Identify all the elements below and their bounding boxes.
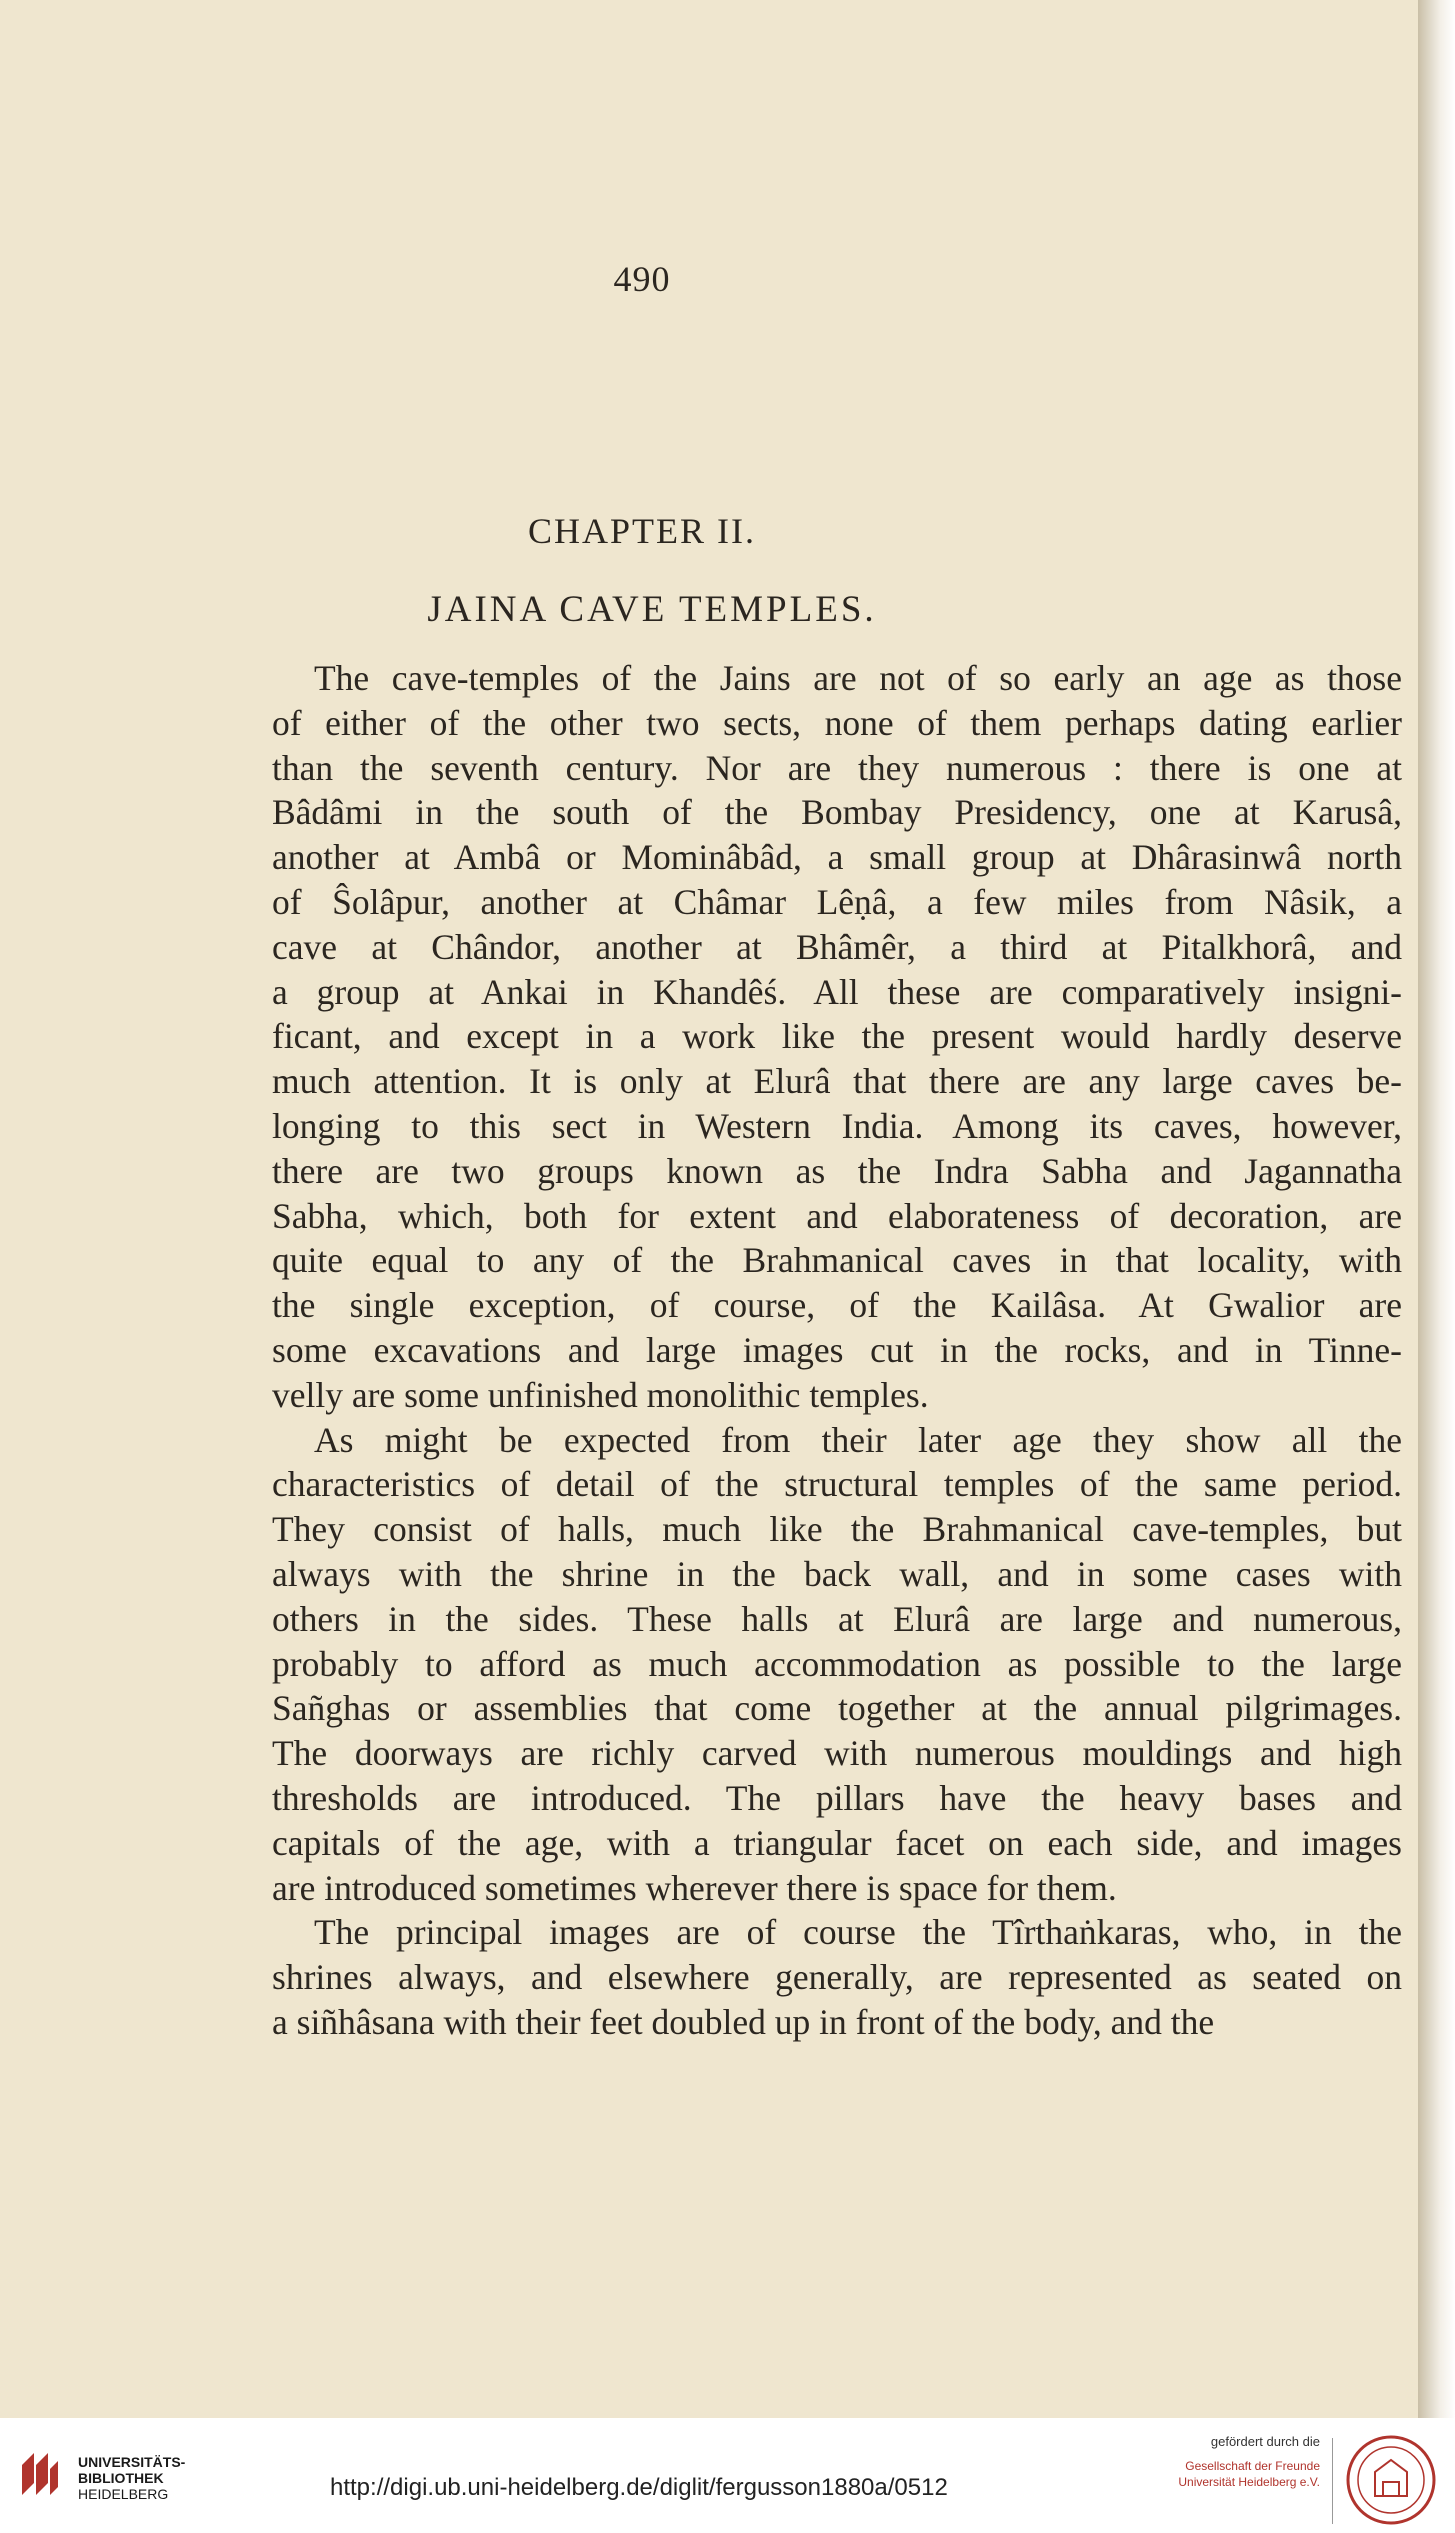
text-line: longing to this sect in Western India. Among its caves, however, <box>272 1105 1402 1146</box>
text-line: always with the shrine in the back wall, and in some cases with <box>272 1553 1402 1594</box>
text-line: shrines always, and elsewhere generally, are represented as seated on <box>272 1957 1402 1998</box>
chapter-title: JAINA CAVE TEMPLES. <box>427 589 877 630</box>
text-line: quite equal to any of the Brahmanical caves in that locality, with <box>272 1240 1402 1281</box>
paragraph-1 <box>272 656 1402 1418</box>
text-line: cave at Chândor, another at Bhâmêr, a third at Pitalkhorâ, and <box>272 926 1402 967</box>
text-line: another at Ambâ or Mominâbâd, a small group at Dhârasinwâ north <box>272 837 1402 878</box>
university-seal-icon <box>1345 2434 1437 2526</box>
library-name-line-1: UNIVERSITÄTS- <box>78 2454 186 2470</box>
sponsor-credit <box>1100 2434 1320 2490</box>
text-line: others in the sides. These halls at Elurâ are large and numerous, <box>272 1598 1402 1639</box>
library-name <box>78 2454 185 2502</box>
text-line: The cave-temples of the Jains are not of so early an age as those <box>314 658 1402 698</box>
library-name-line-2: BIBLIOTHEK <box>78 2470 164 2486</box>
text-line: of Ŝolâpur, another at Châmar Lêṇâ, a few miles from Nâsik, a <box>272 881 1402 922</box>
text-line: some excavations and large images cut in the rocks, and in Tinne- <box>272 1329 1402 1370</box>
body-text <box>272 656 1402 2045</box>
text-line: Sabha, which, both for extent and elaborateness of decoration, are <box>272 1195 1402 1236</box>
permalink-url[interactable]: http://digi.ub.uni-heidelberg.de/diglit/fergusson1880a/0512 <box>330 2474 948 2501</box>
chapter-heading: CHAPTER II. <box>528 511 756 551</box>
sponsor-intro: gefördert durch die <box>1210 2434 1320 2449</box>
page-number: 490 <box>613 259 671 299</box>
text-line: the single exception, of course, of the Kailâsa. At Gwalior are <box>272 1285 1402 1326</box>
text-line: The doorways are richly carved with numerous mouldings and high <box>272 1733 1402 1774</box>
text-line: Bâdâmi in the south of the Bombay Presidency, one at Karusâ, <box>272 792 1402 833</box>
university-library-logo-icon <box>14 2443 64 2503</box>
text-line: The principal images are of course the Tîrthaṅkaras, who, in the <box>314 1912 1402 1953</box>
text-line: Sañghas or assemblies that come together at the annual pilgrimages. <box>272 1688 1402 1729</box>
text-line: thresholds are introduced. The pillars have the heavy bases and <box>272 1777 1402 1818</box>
sponsor-name-line-1: Gesellschaft der Freunde <box>1185 2459 1320 2473</box>
page-edge <box>1418 0 1455 2418</box>
text-line: there are two groups known as the Indra Sabha and Jagannatha <box>272 1150 1402 1191</box>
text-line: are introduced sometimes wherever there is space for them. <box>272 1867 1117 1908</box>
text-line: They consist of halls, much like the Brahmanical cave-temples, but <box>272 1509 1402 1550</box>
text-line: capitals of the age, with a triangular facet on each side, and images <box>272 1822 1402 1863</box>
paragraph-3 <box>272 1910 1402 2044</box>
digitization-footer <box>0 2418 1455 2533</box>
text-line: much attention. It is only at Elurâ that there are any large caves be- <box>272 1061 1402 1102</box>
text-line: characteristics of detail of the structural temples of the same period. <box>272 1464 1402 1505</box>
text-line: As might be expected from their later age they show all the <box>314 1419 1402 1460</box>
text-line: of either of the other two sects, none of them perhaps dating earlier <box>272 702 1402 743</box>
text-line: velly are some unfinished monolithic temples. <box>272 1374 929 1415</box>
text-line: ficant, and except in a work like the present would hardly deserve <box>272 1016 1402 1057</box>
text-line: than the seventh century. Nor are they numerous : there is one at <box>272 747 1402 788</box>
sponsor-name-line-2: Universität Heidelberg e.V. <box>1178 2475 1320 2489</box>
text-line: a group at Ankai in Khandêś. All these are comparatively insigni- <box>272 971 1402 1012</box>
text-line: probably to afford as much accommodation as possible to the large <box>272 1643 1402 1684</box>
library-name-line-3: HEIDELBERG <box>78 2486 169 2502</box>
text-line: a siñhâsana with their feet doubled up in front of the body, and the <box>272 2001 1215 2042</box>
paragraph-2 <box>272 1418 1402 1911</box>
footer-divider <box>1332 2438 1333 2524</box>
